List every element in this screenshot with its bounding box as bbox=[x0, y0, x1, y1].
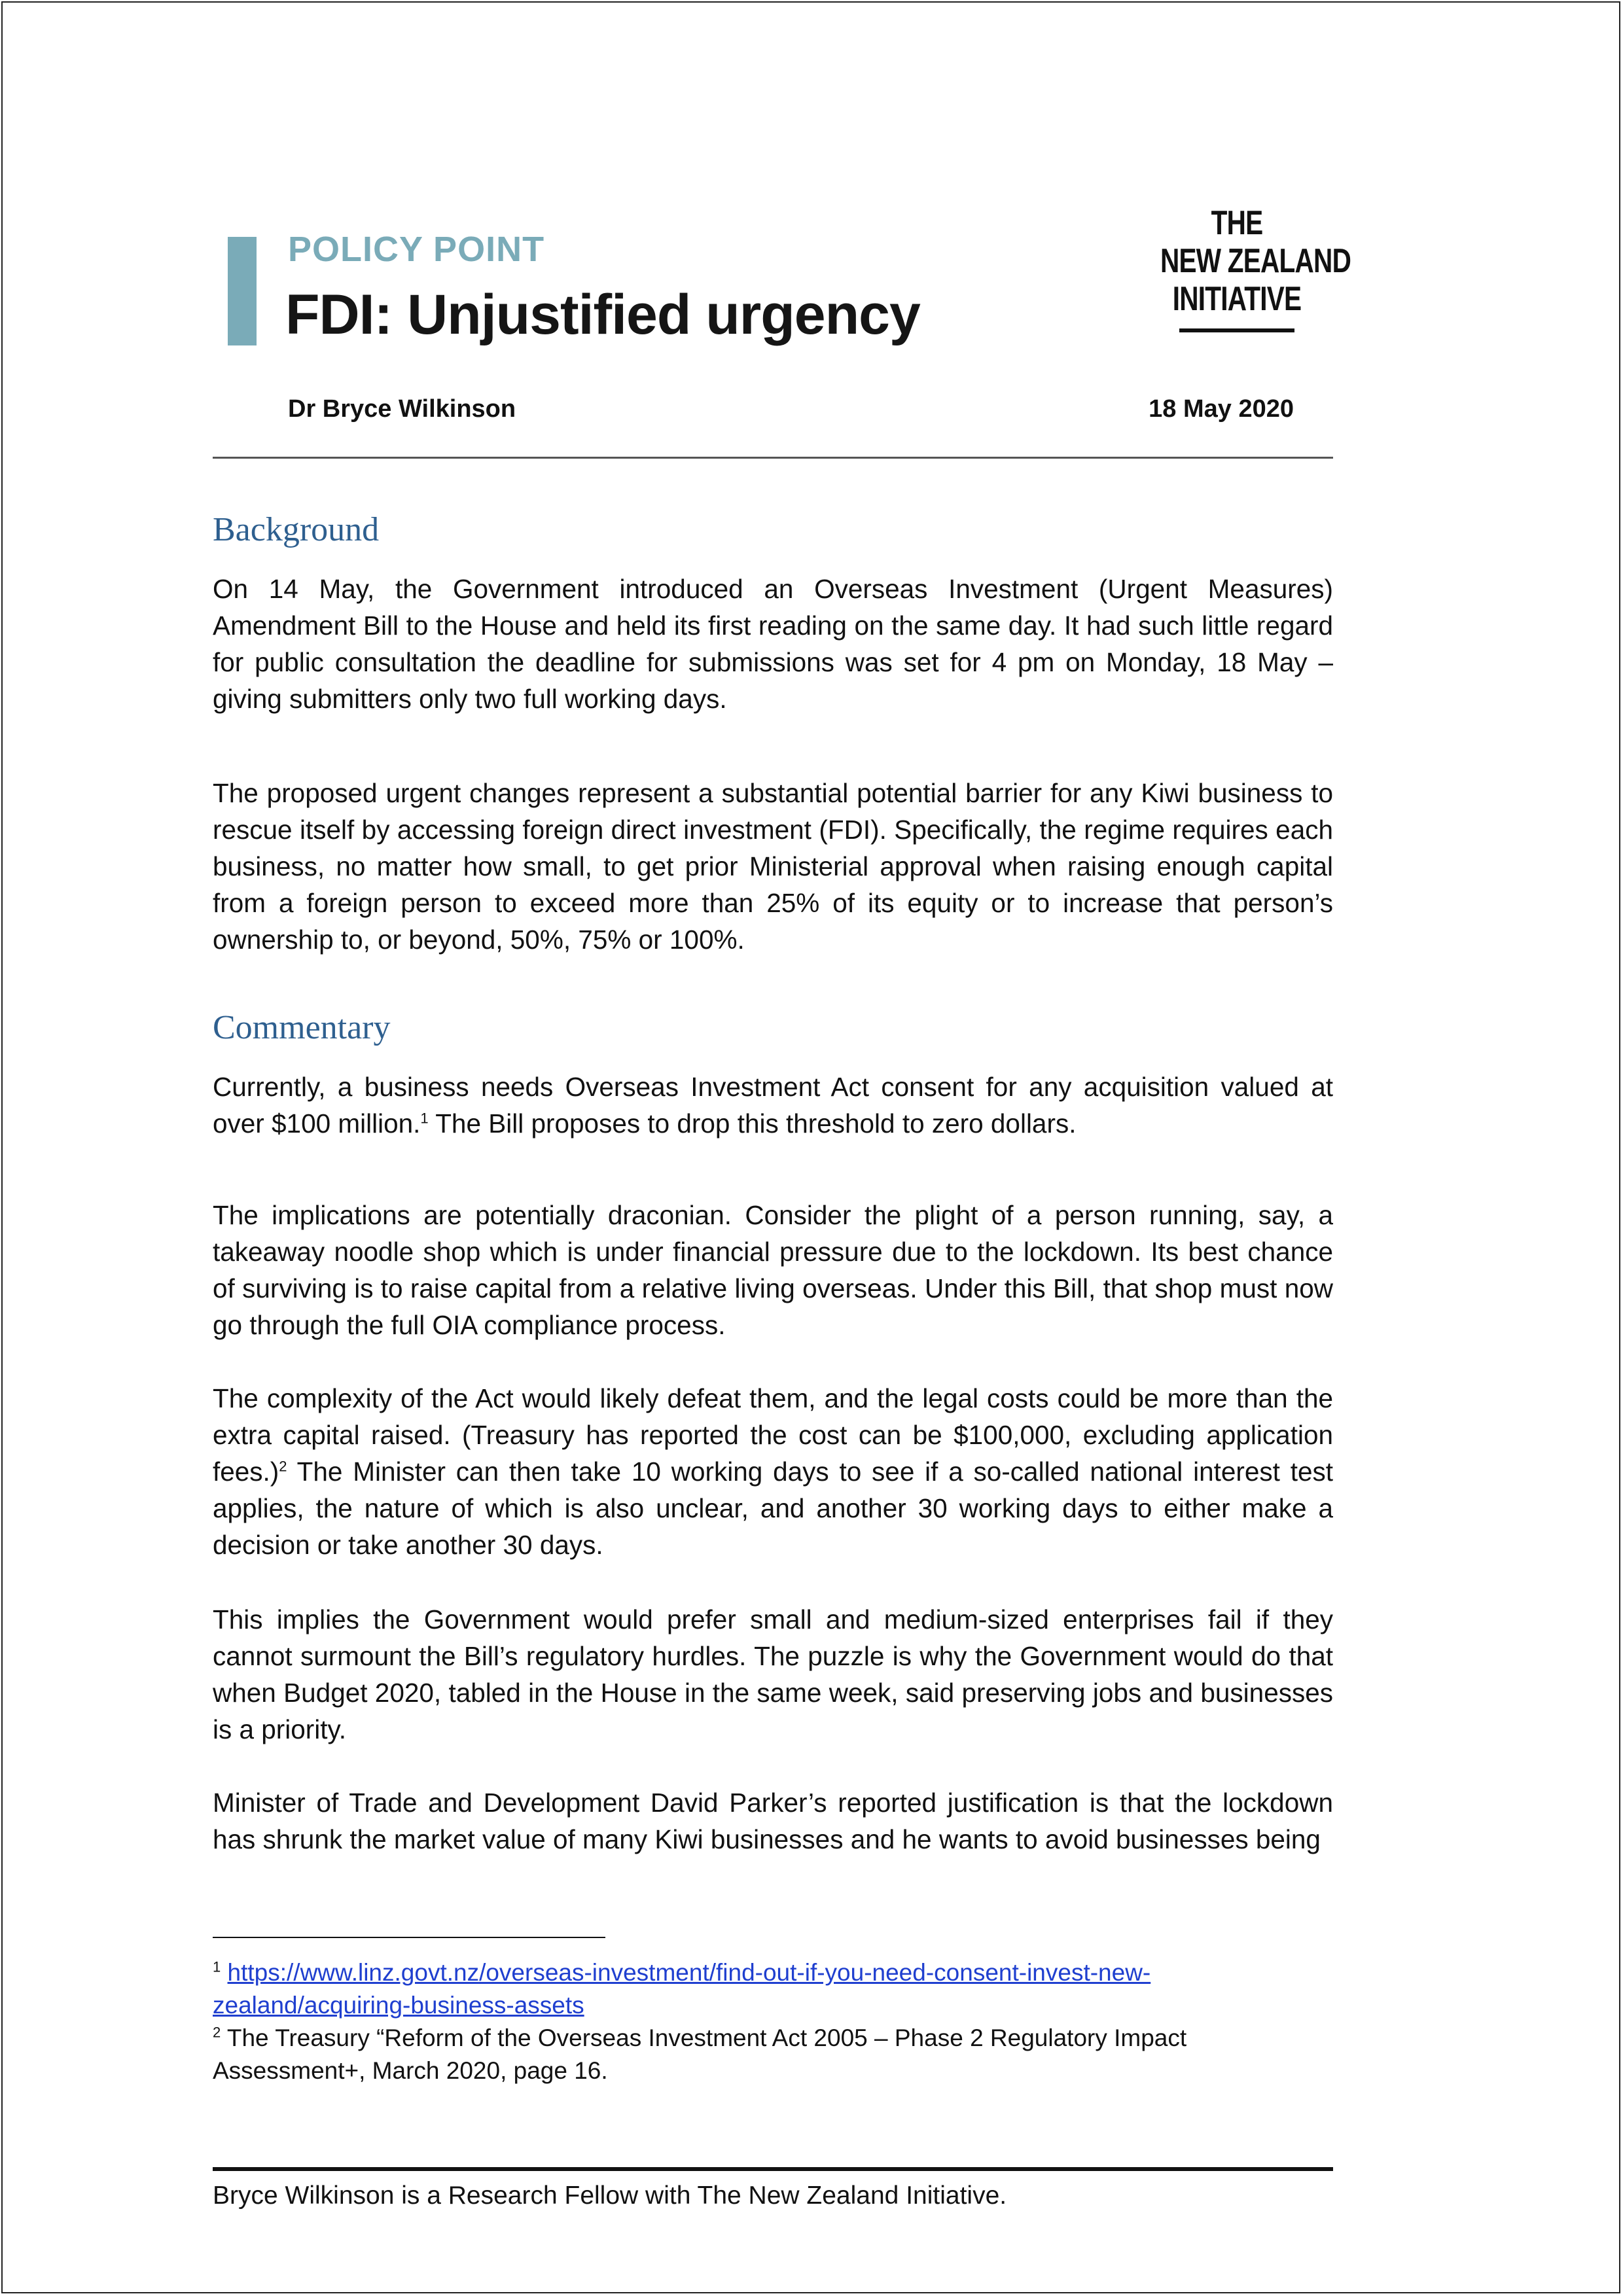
publication-date: 18 May 2020 bbox=[1149, 395, 1294, 423]
background-paragraph-1: On 14 May, the Government introduced an Overseas Investment (Urgent Measures) Amendment Bill to the House and held its first reading on the same day. It had such little regard for public consultation the deadline for submissions was set for 4 pm on Monday, 18 May – giving submitters only two full working days. bbox=[213, 574, 1333, 714]
background-paragraph-2: The proposed urgent changes represent a substantial potential barrier for any Kiwi business to rescue itself by accessing foreign direct investment (FDI). Specifically, the regime requires each business, no matter how small, to get prior Ministerial approval when raising enough capital from a foreign person to exceed more than 25% of its equity or to increase that person’s ownership to, or beyond, 50%, 75% or 100%. bbox=[213, 778, 1333, 955]
nz-initiative-logo bbox=[1139, 204, 1351, 318]
logo-line-1: THE bbox=[1211, 204, 1263, 242]
commentary-paragraph-4: This implies the Government would prefer small and medium-sized enterprises fail if they cannot surmount the Bill’s regulatory hurdles. The puzzle is why the Government would do that when Budget 2020, tabled in the House in the same week, said preserving jobs and businesses is a priority. bbox=[213, 1604, 1333, 1744]
footer-divider bbox=[213, 2167, 1333, 2171]
section-heading-commentary: Commentary bbox=[213, 1009, 391, 1046]
footnote-ref-1: 1 bbox=[420, 1110, 429, 1127]
logo-underline bbox=[1179, 328, 1294, 332]
logo-line-3: INITIATIVE bbox=[1172, 280, 1302, 318]
commentary-p1-text-a: Currently, a business needs Overseas Investment Act consent for any acquisition valued at over $100 million. bbox=[213, 1072, 1333, 1139]
footnote-1 bbox=[213, 1956, 1333, 2022]
commentary-paragraph-3 bbox=[213, 1380, 1333, 1563]
kicker-label: POLICY POINT bbox=[288, 230, 545, 269]
commentary-p3-text-b: The Minister can then take 10 working days to see if a so-called national interest test applies, the nature of which is also unclear, and another 30 working days to either make a decision or take another 30 days. bbox=[213, 1457, 1333, 1560]
accent-bar bbox=[228, 237, 257, 345]
footer-author-bio: Bryce Wilkinson is a Research Fellow with The New Zealand Initiative. bbox=[213, 2181, 1007, 2210]
footnote-2-number: 2 bbox=[213, 2024, 221, 2041]
footnote-divider bbox=[213, 1937, 605, 1938]
commentary-p3-text-a: The complexity of the Act would likely defeat them, and the legal costs could be more than the extra capital raised. (Treasury has reported the cost can be $100,000, excluding application fees.) bbox=[213, 1383, 1333, 1487]
footnotes bbox=[213, 1956, 1333, 2087]
footnote-1-number: 1 bbox=[213, 1958, 221, 1975]
section-heading-background: Background bbox=[213, 511, 380, 548]
footnote-ref-2: 2 bbox=[279, 1458, 287, 1475]
footnote-1-link[interactable]: https://www.linz.govt.nz/overseas-investment/find-out-if-you-need-consent-invest-new-zealand/acquiring-business-assets bbox=[213, 1959, 1151, 2019]
commentary-p1-text-b: The Bill proposes to drop this threshold to zero dollars. bbox=[428, 1108, 1077, 1139]
commentary-paragraph-1 bbox=[213, 1069, 1333, 1142]
commentary-paragraph-2: The implications are potentially draconian. Consider the plight of a person running, say, a takeaway noodle shop which is under financial pressure due to the lockdown. Its best chance of surviving is to raise capital from a relative living overseas. Under this Bill, that shop must now go through the full OIA compliance process. bbox=[213, 1200, 1333, 1340]
header-divider bbox=[213, 457, 1333, 459]
logo-line-2: NEW ZEALAND bbox=[1160, 242, 1351, 280]
footnote-2 bbox=[213, 2022, 1333, 2087]
footnote-2-text: The Treasury “Reform of the Overseas Investment Act 2005 – Phase 2 Regulatory Impact Assessment+, March 2020, page 16. bbox=[213, 2024, 1187, 2084]
document-title: FDI: Unjustified urgency bbox=[285, 283, 920, 346]
commentary-paragraph-5: Minister of Trade and Development David Parker’s reported justification is that the lockdown has shrunk the market value of many Kiwi businesses and he wants to avoid businesses being bbox=[213, 1788, 1333, 1854]
author-name: Dr Bryce Wilkinson bbox=[288, 395, 516, 423]
